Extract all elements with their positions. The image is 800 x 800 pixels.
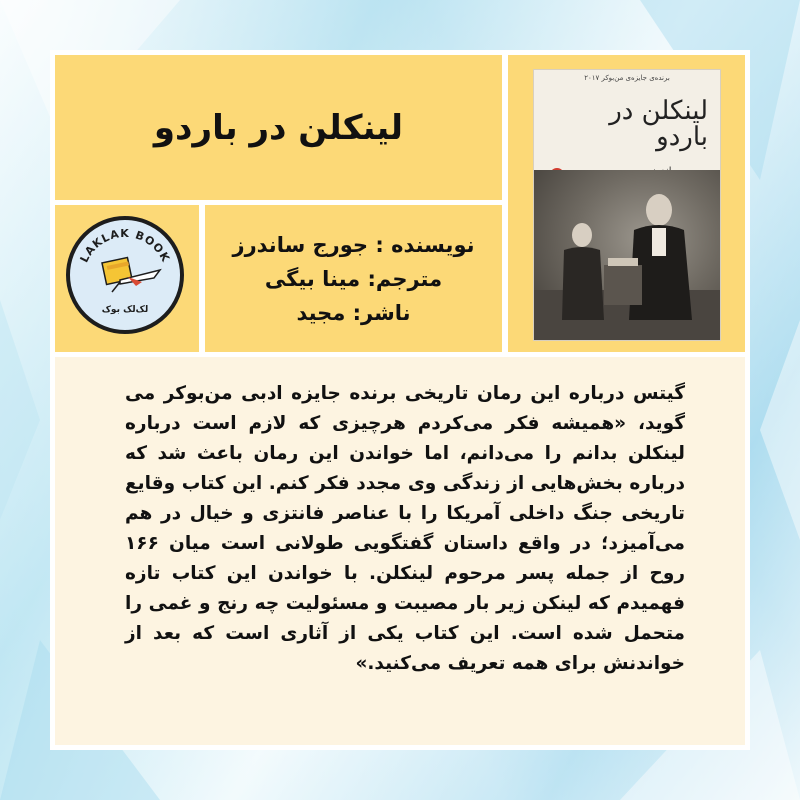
book-description: گیتس درباره این رمان تاریخی برنده جایزه ادبی من‌بوکر می گوید، «همیشه فکر می‌کردم هرچیزی که لازم است درباره لینکلن بدانم را می‌دانم، اما خواندن این رمان باعث شد که درباره بخش‌هایی از زندگی وی مجدد فکر کنم. این کتاب وقایع تاریخی جنگ داخلی آمریکا را با عناصر فانتزی و خیال در هم می‌آمیزد؛ در واقع داستان گفتگویی طولانی است میان ۱۶۶ روح از جمله پسر مرحوم لینکلن. با خواندن این کتاب تازه فهمیدم که لینکن زیر بار مصیبت و مسئولیت چه رنج و غمی را متحمل شده است. این کتاب یکی از آثاری است که بعد از خواندنش برای همه تعریف می‌کنید.» (125, 383, 685, 674)
title-panel (55, 55, 502, 200)
publisher-line: ناشر: مجید (296, 300, 411, 325)
cover-award-text: برنده‌ی جایزه‌ی من‌بوکر ۲۰۱۷ (584, 74, 670, 82)
book-title: لینکلن در باردو (153, 107, 404, 148)
book-card (50, 50, 750, 750)
logo-text-top: LAKLAK BOOK (77, 226, 173, 265)
logo-text-bottom: لک‌لک بوک (101, 305, 149, 315)
cover-photo-figures (534, 170, 720, 340)
book-cover-image (533, 69, 721, 341)
cover-photo (534, 170, 720, 340)
logo-graphic (70, 220, 180, 330)
description-panel (55, 357, 745, 745)
info-panel (205, 205, 502, 352)
author-line: نویسنده : جورج ساندرز (232, 232, 475, 257)
logo-panel (55, 205, 199, 352)
translator-line: مترجم: مینا بیگی (264, 266, 443, 291)
cover-panel (508, 55, 745, 352)
cover-title: لینکلن در باردو (609, 96, 708, 152)
laklak-book-logo (66, 216, 184, 334)
